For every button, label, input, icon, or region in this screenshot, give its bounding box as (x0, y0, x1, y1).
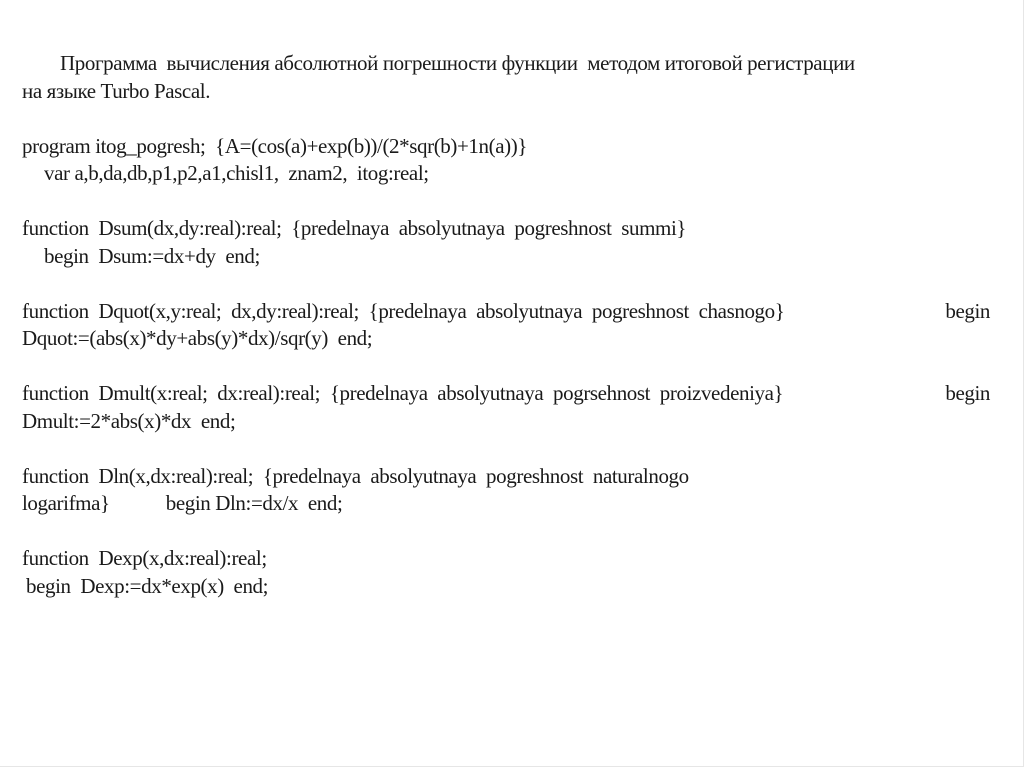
code-dmult-line-1-left: function Dmult(x:real; dx:real):real; {predelnaya absolyutnaya pogrsehnost proizvedeniya} (22, 381, 784, 405)
spacer (22, 435, 990, 463)
spacer (22, 353, 990, 381)
code-dln-line-2-left: logarifma} (22, 491, 110, 515)
spacer (22, 518, 990, 546)
spacer (22, 188, 990, 216)
document-body (22, 50, 990, 600)
code-dexp-line-2: begin Dexp:=dx*exp(x) end; (26, 573, 269, 598)
title-line-1: Программа вычисления абсолютной погрешности функции методом итоговой регистрации (60, 51, 855, 75)
code-dquot-line-1 (22, 298, 990, 326)
title-line-2: на языке Turbo Pascal. (22, 78, 211, 103)
code-dsum-line-1: function Dsum(dx,dy:real):real; {predelnaya absolyutnaya pogreshnost summi} (22, 216, 687, 240)
code-dquot-line-1-right: begin (945, 298, 990, 323)
code-dln-line-2-right: begin Dln:=dx/x end; (165, 491, 343, 515)
code-dquot-line-1-left: function Dquot(x,y:real; dx,dy:real):real; {predelnaya absolyutnaya pogreshnost chasnogo} (22, 298, 785, 323)
spacer (22, 105, 990, 133)
code-dquot-line-2: Dquot:=(abs(x)*dy+abs(y)*dx)/sqr(y) end; (22, 326, 373, 350)
code-dln-line-1: function Dln(x,dx:real):real; {predelnaya absolyutnaya pogreshnost naturalnogo (22, 463, 689, 488)
code-var-line: var a,b,da,db,p1,p2,a1,chisl1, znam2, itog:real; (44, 161, 429, 185)
code-dsum-line-2: begin Dsum:=dx+dy end; (44, 243, 260, 268)
code-dmult-line-2: Dmult:=2*abs(x)*dx end; (22, 408, 236, 433)
code-dmult-line-1-right: begin (945, 381, 990, 405)
code-dmult-line-1 (22, 380, 990, 408)
spacer (22, 270, 990, 298)
code-dexp-line-1: function Dexp(x,dx:real):real; (22, 546, 267, 570)
code-program-line: program itog_pogresh; {A=(cos(a)+exp(b))/(2*sqr(b)+1n(a))} (22, 133, 528, 158)
code-dln-line-2 (22, 490, 990, 518)
